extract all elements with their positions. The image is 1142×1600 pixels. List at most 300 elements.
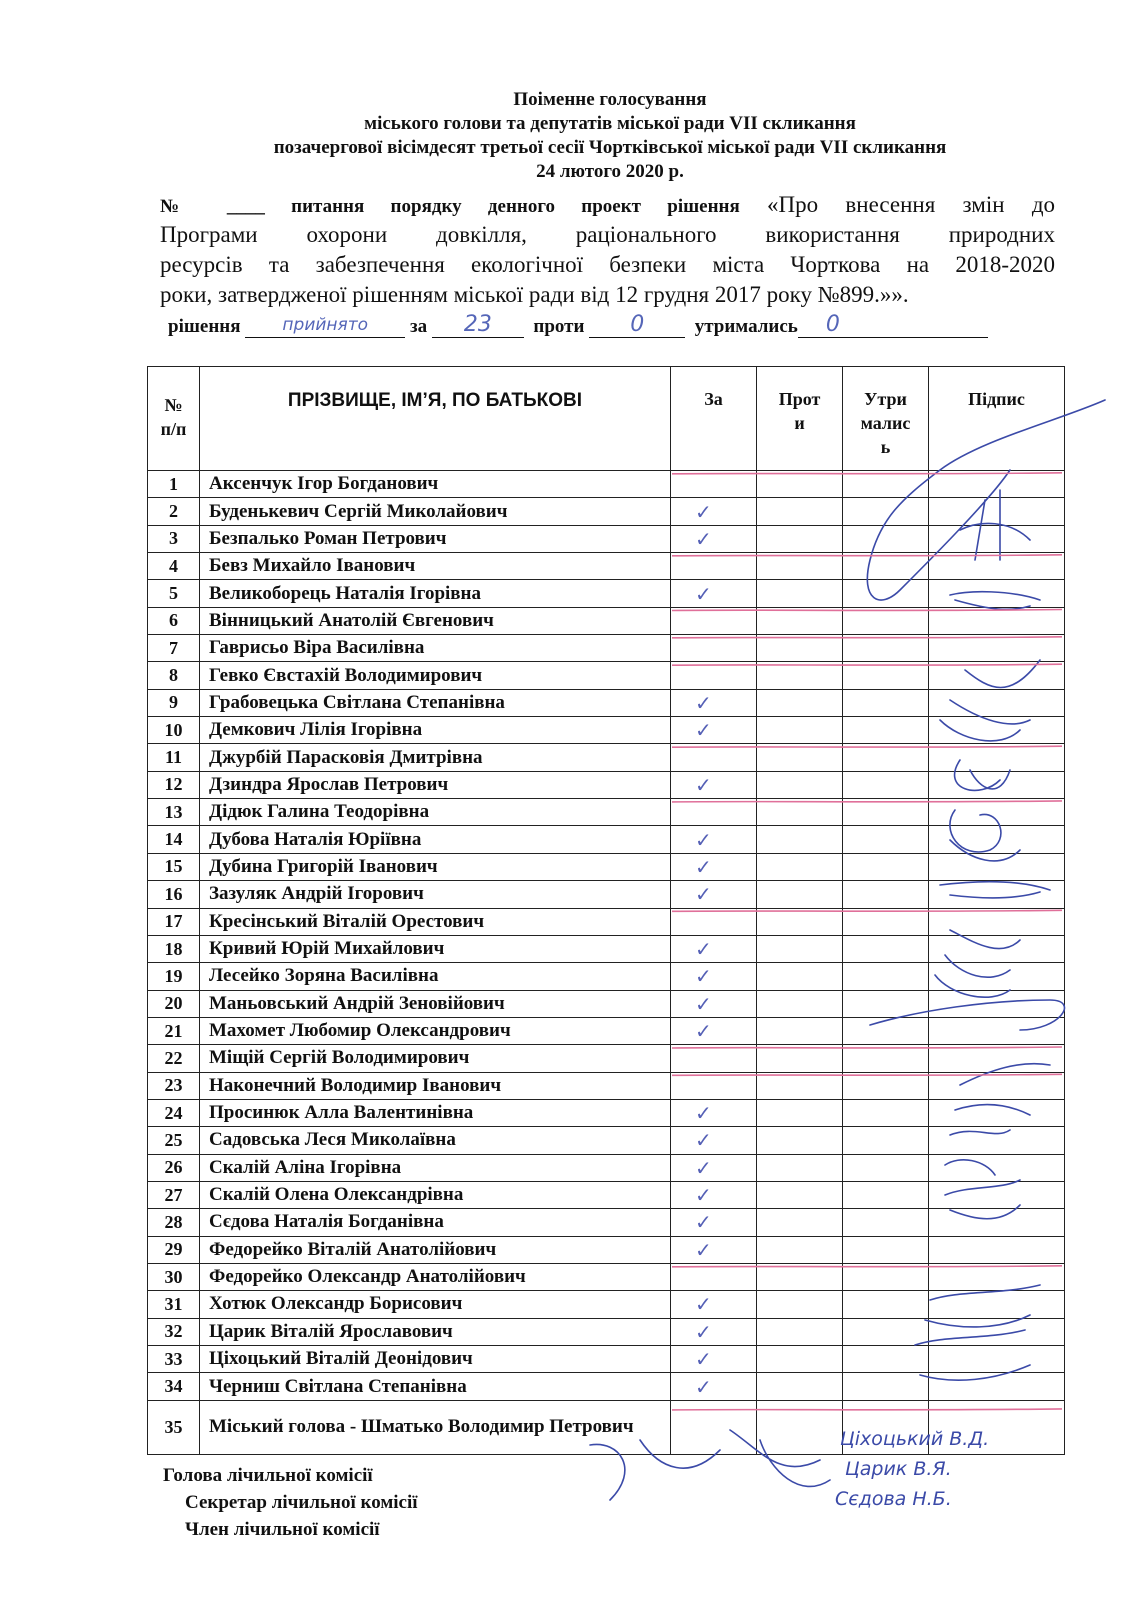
vote-against-cell (757, 1400, 843, 1454)
vote-abstained-cell (843, 1263, 929, 1290)
for-field (432, 312, 524, 338)
vote-for-cell (671, 1236, 757, 1263)
vote-for-cell (671, 689, 757, 716)
decision-label: рішення (168, 316, 241, 337)
row-number: 8 (148, 662, 200, 689)
vote-against-cell (757, 1099, 843, 1126)
check-mark-icon: ✓ (695, 1183, 712, 1208)
abstained-field (798, 312, 988, 338)
signature-cell (929, 580, 1065, 607)
signature-cell (929, 1181, 1065, 1208)
table-row (148, 1318, 1065, 1345)
vote-against-cell (757, 689, 843, 716)
row-number: 3 (148, 525, 200, 552)
table-row (148, 1291, 1065, 1318)
member-name: Дубова Наталія Юріївна (200, 826, 671, 853)
vote-against-cell (757, 1346, 843, 1373)
signature-cell (929, 1072, 1065, 1099)
question-text-2: Програми охорони довкілля, раціонального використання природних (160, 222, 1055, 247)
table-row (148, 553, 1065, 580)
row-number: 17 (148, 908, 200, 935)
vote-for-cell (671, 525, 757, 552)
signature-cell (929, 1127, 1065, 1154)
col-abstained-label-2: малис (860, 413, 911, 433)
row-number: 9 (148, 689, 200, 716)
vote-abstained-cell (843, 1127, 929, 1154)
signature-cell (929, 1318, 1065, 1345)
vote-against-cell (757, 771, 843, 798)
member-signature-name: Сєдова Н.Б. (835, 1488, 952, 1510)
col-number-label-2: п/п (160, 419, 187, 439)
signature-cell (929, 498, 1065, 525)
row-number: 4 (148, 553, 200, 580)
table-row (148, 881, 1065, 908)
vote-abstained-cell (843, 471, 929, 498)
counting-commission (163, 1462, 418, 1543)
member-name: Хотюк Олександр Борисович (200, 1291, 671, 1318)
member-name: Вінницький Анатолій Євгенович (200, 607, 671, 634)
vote-abstained-cell (843, 1017, 929, 1044)
vote-against-cell (757, 908, 843, 935)
table-row (148, 963, 1065, 990)
member-name: Буденькевич Сергій Миколайович (200, 498, 671, 525)
check-mark-icon: ✓ (695, 1237, 712, 1262)
vote-against-cell (757, 990, 843, 1017)
member-name: Черниш Світлана Степанівна (200, 1373, 671, 1400)
signature-cell (929, 799, 1065, 826)
vote-tally (168, 312, 1058, 338)
check-mark-icon: ✓ (695, 1019, 712, 1044)
table-row (148, 853, 1065, 880)
member-name: Зазуляк Андрій Ігорович (200, 881, 671, 908)
member-name: Просинюк Алла Валентинівна (200, 1099, 671, 1126)
vote-abstained-cell (843, 525, 929, 552)
table-row (148, 1072, 1065, 1099)
row-number: 14 (148, 826, 200, 853)
vote-for-cell (671, 607, 757, 634)
abstained-label: утримались (694, 316, 798, 337)
vote-for-cell (671, 853, 757, 880)
row-number: 32 (148, 1318, 200, 1345)
vote-for-cell (671, 662, 757, 689)
check-mark-icon: ✓ (695, 854, 712, 879)
commission-secretary-label: Секретар лічильної комісії (185, 1492, 418, 1513)
row-number: 6 (148, 607, 200, 634)
against-label: проти (533, 316, 585, 337)
vote-abstained-cell (843, 1154, 929, 1181)
chair-signature-name: Ціхоцький В.Д. (840, 1428, 990, 1450)
commission-member-label: Член лічильної комісії (185, 1519, 380, 1540)
signature-cell (929, 689, 1065, 716)
vote-against-cell (757, 1181, 843, 1208)
row-number: 5 (148, 580, 200, 607)
col-against-label-2: и (794, 413, 805, 433)
table-row (148, 826, 1065, 853)
signature-cell (929, 553, 1065, 580)
vote-for-cell (671, 1209, 757, 1236)
vote-against-cell (757, 1045, 843, 1072)
table-row (148, 1373, 1065, 1400)
signature-cell (929, 1236, 1065, 1263)
signature-cell (929, 1291, 1065, 1318)
vote-against-cell (757, 881, 843, 908)
vote-against-cell (757, 1127, 843, 1154)
table-row (148, 771, 1065, 798)
member-name: Скалій Аліна Ігорівна (200, 1154, 671, 1181)
col-against-label-1: Прот (778, 389, 821, 409)
check-mark-icon: ✓ (695, 581, 712, 606)
member-name: Садовська Леся Миколаївна (200, 1127, 671, 1154)
check-mark-icon: ✓ (695, 718, 712, 743)
decision-value: прийнято (282, 315, 369, 335)
vote-for-cell (671, 1099, 757, 1126)
signature-cell (929, 908, 1065, 935)
vote-against-cell (757, 1154, 843, 1181)
row-number: 18 (148, 935, 200, 962)
secretary-signature-name: Царик В.Я. (845, 1458, 952, 1480)
col-signature-header: Підпис (929, 367, 1065, 471)
row-number: 31 (148, 1291, 200, 1318)
vote-for-cell (671, 1373, 757, 1400)
col-number-header (148, 367, 200, 471)
vote-against-cell (757, 1263, 843, 1290)
session-title: позачергової вісімдесят третьої сесії Чортківської міської ради VII скликання (273, 137, 947, 158)
vote-against-cell (757, 1209, 843, 1236)
check-mark-icon: ✓ (695, 1155, 712, 1180)
vote-against-cell (757, 1291, 843, 1318)
vote-abstained-cell (843, 881, 929, 908)
table-row (148, 1263, 1065, 1290)
signature-cell (929, 990, 1065, 1017)
check-mark-icon: ✓ (695, 1319, 712, 1344)
vote-abstained-cell (843, 1318, 929, 1345)
signature-cell (929, 662, 1065, 689)
vote-against-cell (757, 799, 843, 826)
check-mark-icon: ✓ (695, 964, 712, 989)
col-number-label-1: № (164, 395, 183, 415)
check-mark-icon: ✓ (695, 882, 712, 907)
check-mark-icon: ✓ (695, 1210, 712, 1235)
row-number: 25 (148, 1127, 200, 1154)
vote-abstained-cell (843, 935, 929, 962)
row-number: 16 (148, 881, 200, 908)
check-mark-icon: ✓ (695, 1292, 712, 1317)
vote-against-cell (757, 498, 843, 525)
member-name: Кривий Юрій Михайлович (200, 935, 671, 962)
vote-abstained-cell (843, 717, 929, 744)
vote-abstained-cell (843, 826, 929, 853)
signature-cell (929, 935, 1065, 962)
member-name: Махомет Любомир Олександрович (200, 1017, 671, 1044)
member-name: Лесейко Зоряна Василівна (200, 963, 671, 990)
table-row (148, 1209, 1065, 1236)
vote-for-cell (671, 1127, 757, 1154)
row-number: 23 (148, 1072, 200, 1099)
vote-abstained-cell (843, 1099, 929, 1126)
signature-cell (929, 1017, 1065, 1044)
question-text-3: ресурсів та забезпечення екологічної безпеки міста Чорткова на 2018-2020 (160, 252, 1055, 277)
check-mark-icon: ✓ (695, 526, 712, 551)
vote-against-cell (757, 1236, 843, 1263)
row-number: 30 (148, 1263, 200, 1290)
table-row (148, 1017, 1065, 1044)
row-number: 35 (148, 1400, 200, 1454)
row-number: 11 (148, 744, 200, 771)
table-row (148, 1154, 1065, 1181)
vote-for-cell (671, 799, 757, 826)
member-name: Царик Віталій Ярославович (200, 1318, 671, 1345)
table-row (148, 908, 1065, 935)
vote-for-cell (671, 553, 757, 580)
signature-cell (929, 963, 1065, 990)
row-number: 33 (148, 1346, 200, 1373)
document-subtitle: міського голови та депутатів міської ради VII скликання (364, 113, 856, 134)
vote-against-cell (757, 1318, 843, 1345)
vote-against-cell (757, 853, 843, 880)
vote-abstained-cell (843, 771, 929, 798)
vote-for-cell (671, 935, 757, 962)
signature-cell (929, 881, 1065, 908)
against-field (589, 312, 685, 338)
table-header-row (148, 367, 1065, 471)
vote-abstained-cell (843, 1045, 929, 1072)
vote-abstained-cell (843, 1236, 929, 1263)
vote-for-cell (671, 717, 757, 744)
vote-for-cell (671, 1318, 757, 1345)
vote-for-cell (671, 1181, 757, 1208)
row-number: 21 (148, 1017, 200, 1044)
table-row (148, 498, 1065, 525)
table-row (148, 935, 1065, 962)
check-mark-icon: ✓ (695, 1101, 712, 1126)
row-number: 34 (148, 1373, 200, 1400)
check-mark-icon: ✓ (695, 690, 712, 715)
vote-against-cell (757, 471, 843, 498)
vote-against-cell (757, 662, 843, 689)
signature-cell (929, 826, 1065, 853)
vote-abstained-cell (843, 990, 929, 1017)
question-text-1: «Про внесення змін до (767, 192, 1056, 217)
vote-for-cell (671, 990, 757, 1017)
vote-for-cell (671, 1346, 757, 1373)
table-row (148, 990, 1065, 1017)
signature-cell (929, 1373, 1065, 1400)
vote-for-cell (671, 744, 757, 771)
vote-against-cell (757, 580, 843, 607)
row-number: 20 (148, 990, 200, 1017)
member-name: Наконечний Володимир Іванович (200, 1072, 671, 1099)
question-line-1 (160, 190, 1055, 222)
vote-against-cell (757, 525, 843, 552)
vote-abstained-cell (843, 853, 929, 880)
table-row (148, 1099, 1065, 1126)
vote-abstained-cell (843, 963, 929, 990)
row-number: 27 (148, 1181, 200, 1208)
row-number: 22 (148, 1045, 200, 1072)
member-name: Федорейко Олександр Анатолійович (200, 1263, 671, 1290)
vote-for-cell (671, 1400, 757, 1454)
row-number: 15 (148, 853, 200, 880)
member-name: Дідюк Галина Теодорівна (200, 799, 671, 826)
vote-for-cell (671, 580, 757, 607)
member-name: Міщій Сергій Володимирович (200, 1045, 671, 1072)
vote-for-cell (671, 826, 757, 853)
check-mark-icon: ✓ (695, 499, 712, 524)
signature-cell (929, 607, 1065, 634)
vote-abstained-cell (843, 799, 929, 826)
table-row (148, 1045, 1065, 1072)
col-against-header (757, 367, 843, 471)
member-name: Міський голова - Шматько Володимир Петрович (200, 1400, 671, 1454)
vote-abstained-cell (843, 1346, 929, 1373)
vote-abstained-cell (843, 580, 929, 607)
signature-cell (929, 853, 1065, 880)
vote-abstained-cell (843, 1373, 929, 1400)
vote-for-cell (671, 1263, 757, 1290)
for-label: за (410, 316, 428, 337)
vote-abstained-cell (843, 1181, 929, 1208)
member-name: Ціхоцький Віталій Деонідович (200, 1346, 671, 1373)
for-value: 23 (463, 312, 492, 337)
table-row (148, 1236, 1065, 1263)
table-row (148, 1181, 1065, 1208)
vote-abstained-cell (843, 744, 929, 771)
member-name: Гевко Євстахій Володимирович (200, 662, 671, 689)
table-row (148, 689, 1065, 716)
col-abstained-label-3: ь (880, 437, 891, 457)
vote-for-cell (671, 1154, 757, 1181)
vote-for-cell (671, 1291, 757, 1318)
vote-abstained-cell (843, 689, 929, 716)
member-name: Скалій Олена Олександрівна (200, 1181, 671, 1208)
row-number: 19 (148, 963, 200, 990)
vote-for-cell (671, 1045, 757, 1072)
decision-field (245, 317, 405, 338)
signature-cell (929, 471, 1065, 498)
signature-cell (929, 635, 1065, 662)
signature-cell (929, 1209, 1065, 1236)
vote-for-cell (671, 908, 757, 935)
vote-against-cell (757, 935, 843, 962)
vote-for-cell (671, 635, 757, 662)
vote-for-cell (671, 963, 757, 990)
signature-cell (929, 744, 1065, 771)
vote-abstained-cell (843, 607, 929, 634)
signature-cell (929, 1045, 1065, 1072)
vote-for-cell (671, 881, 757, 908)
vote-abstained-cell (843, 1209, 929, 1236)
row-number: 29 (148, 1236, 200, 1263)
against-value: 0 (630, 312, 645, 337)
table-row (148, 1127, 1065, 1154)
vote-for-cell (671, 771, 757, 798)
session-date: 24 лютого 2020 р. (536, 161, 684, 182)
row-number: 12 (148, 771, 200, 798)
member-name: Федорейко Віталій Анатолійович (200, 1236, 671, 1263)
table-row (148, 525, 1065, 552)
vote-abstained-cell (843, 1072, 929, 1099)
vote-abstained-cell (843, 498, 929, 525)
check-mark-icon: ✓ (695, 1374, 712, 1399)
signature-cell (929, 771, 1065, 798)
col-name-header: ПРІЗВИЩЕ, ІМ’Я, ПО БАТЬКОВІ (200, 367, 671, 471)
member-name: Демкович Лілія Ігорівна (200, 717, 671, 744)
vote-against-cell (757, 635, 843, 662)
voting-table (147, 366, 1065, 1455)
question-text-4: роки, затвердженої рішенням міської ради від 12 грудня 2017 року №899.»». (160, 282, 909, 307)
member-name: Джурбій Парасковія Дмитрівна (200, 744, 671, 771)
vote-against-cell (757, 744, 843, 771)
signature-cell (929, 1346, 1065, 1373)
check-mark-icon: ✓ (695, 772, 712, 797)
table-row (148, 1346, 1065, 1373)
row-number: 1 (148, 471, 200, 498)
member-name: Бевз Михайло Іванович (200, 553, 671, 580)
check-mark-icon: ✓ (695, 827, 712, 852)
abstained-value: 0 (825, 312, 840, 337)
row-number: 10 (148, 717, 200, 744)
col-abstained-label-1: Утри (864, 389, 907, 409)
member-name: Грабовецька Світлана Степанівна (200, 689, 671, 716)
member-name: Сєдова Наталія Богданівна (200, 1209, 671, 1236)
member-name: Аксенчук Ігор Богданович (200, 471, 671, 498)
vote-against-cell (757, 1072, 843, 1099)
table-row (148, 635, 1065, 662)
vote-against-cell (757, 607, 843, 634)
table-row (148, 471, 1065, 498)
document-title: Поіменне голосування (513, 89, 707, 110)
member-name: Гаврисьо Віра Василівна (200, 635, 671, 662)
table-row (148, 580, 1065, 607)
row-number: 7 (148, 635, 200, 662)
table-row (148, 607, 1065, 634)
signature-cell (929, 717, 1065, 744)
vote-for-cell (671, 1017, 757, 1044)
check-mark-icon: ✓ (695, 991, 712, 1016)
vote-against-cell (757, 1373, 843, 1400)
row-number: 26 (148, 1154, 200, 1181)
vote-against-cell (757, 826, 843, 853)
check-mark-icon: ✓ (695, 1128, 712, 1153)
check-mark-icon: ✓ (695, 1347, 712, 1372)
member-name: Дзиндра Ярослав Петрович (200, 771, 671, 798)
member-name: Маньовський Андрій Зеновійович (200, 990, 671, 1017)
row-number: 13 (148, 799, 200, 826)
member-name: Великоборець Наталія Ігорівна (200, 580, 671, 607)
member-name: Безпалько Роман Петрович (200, 525, 671, 552)
signature-cell (929, 525, 1065, 552)
row-number: 28 (148, 1209, 200, 1236)
question-prefix: № ____ питання порядку денного проект рішення (160, 196, 740, 217)
vote-abstained-cell (843, 553, 929, 580)
signature-cell (929, 1263, 1065, 1290)
vote-abstained-cell (843, 635, 929, 662)
vote-abstained-cell (843, 1291, 929, 1318)
vote-against-cell (757, 553, 843, 580)
col-abstained-header (843, 367, 929, 471)
signature-cell (929, 1099, 1065, 1126)
vote-against-cell (757, 963, 843, 990)
col-for-header: За (671, 367, 757, 471)
table-row (148, 744, 1065, 771)
table-row (148, 662, 1065, 689)
vote-for-cell (671, 471, 757, 498)
member-name: Дубина Григорій Іванович (200, 853, 671, 880)
row-number: 2 (148, 498, 200, 525)
vote-abstained-cell (843, 908, 929, 935)
member-name: Кресінський Віталій Орестович (200, 908, 671, 935)
table-row (148, 799, 1065, 826)
